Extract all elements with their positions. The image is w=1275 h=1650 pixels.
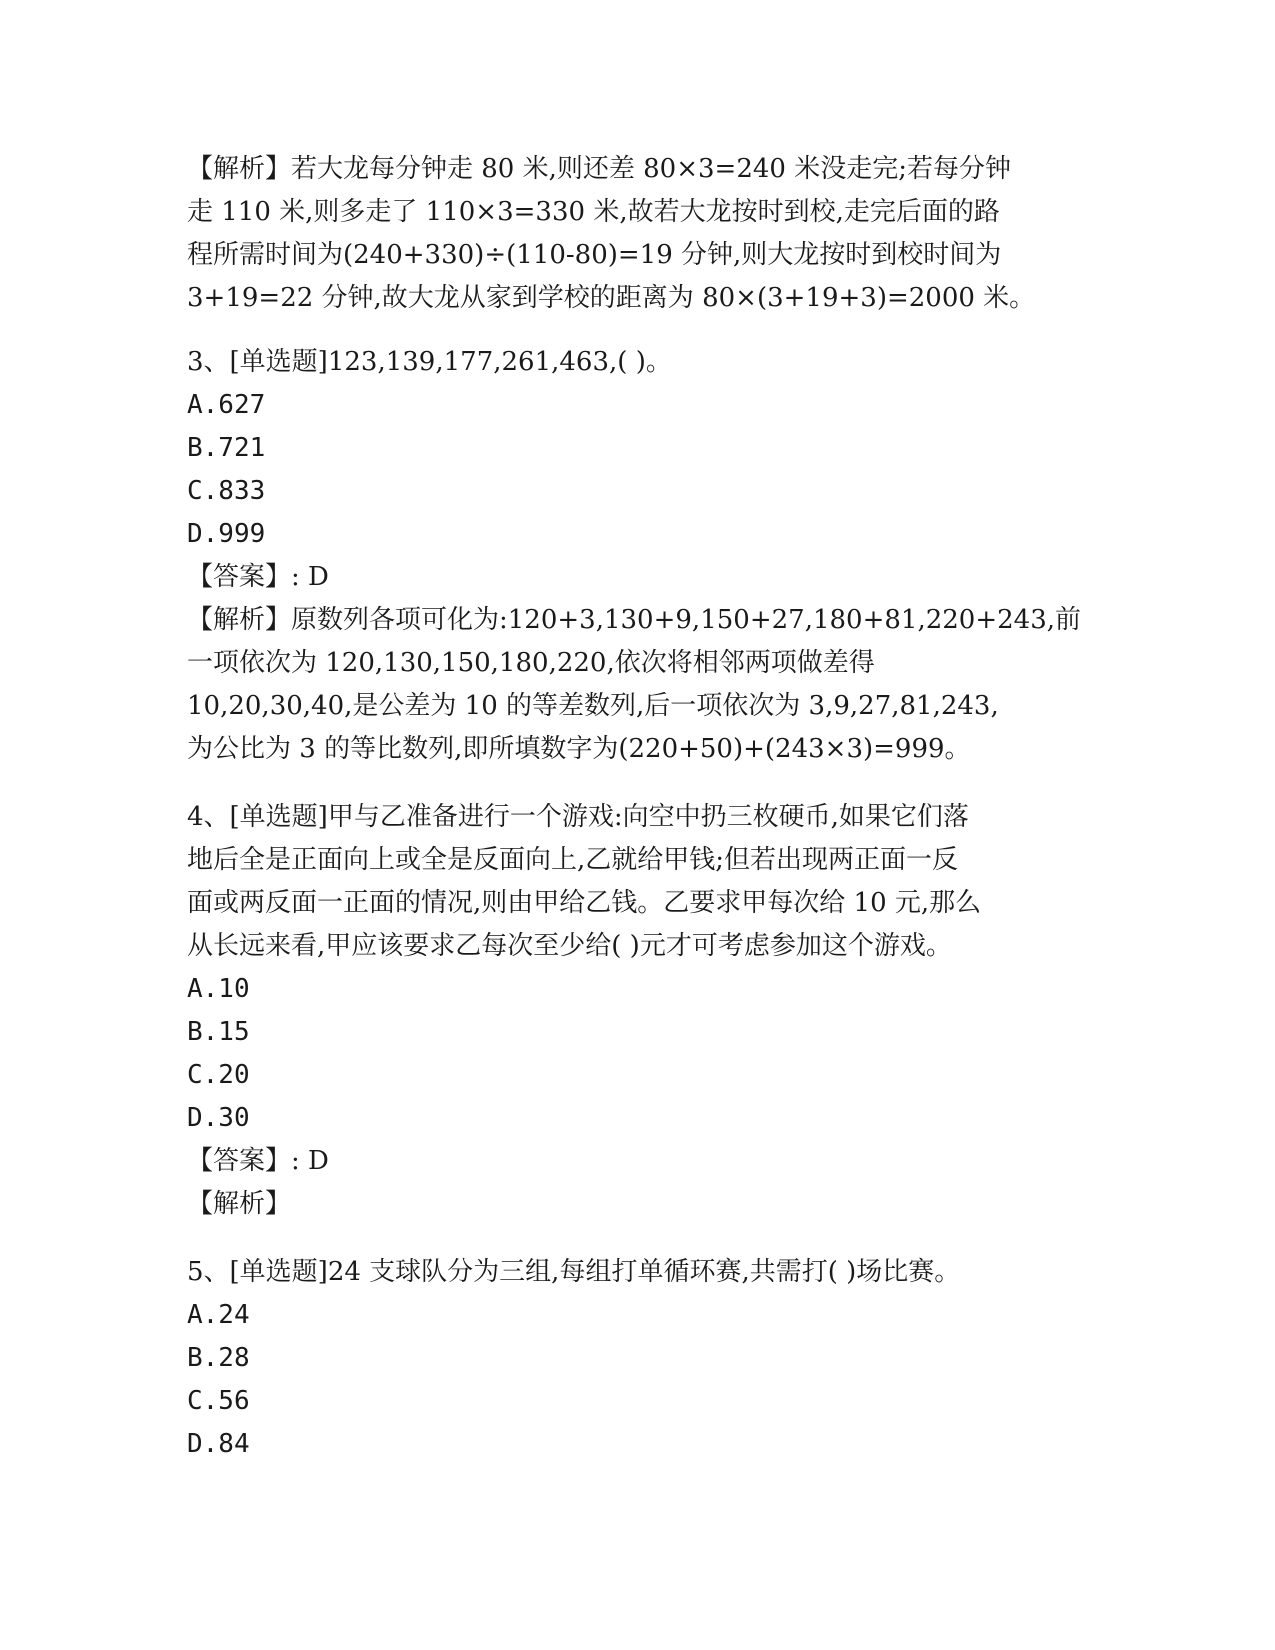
option-b: B.15 — [187, 1017, 250, 1047]
answer: 【答案】: D — [187, 562, 329, 592]
option-a: A.10 — [187, 974, 250, 1004]
analysis-line: 3+19=22 分钟,故大龙从家到学校的距离为 80×(3+19+3)=2000 米。 — [187, 283, 1036, 313]
question-5 — [187, 1251, 1087, 1466]
question-text: 5、[单选题]24 支球队分为三组,每组打单循环赛,共需打( )场比赛。 — [187, 1257, 961, 1287]
option-b: B.28 — [187, 1343, 250, 1373]
option-c: C.833 — [187, 476, 266, 506]
analysis-line: 为公比为 3 的等比数列,即所填数字为(220+50)+(243×3)=999。 — [187, 734, 971, 764]
previous-question-analysis — [187, 148, 1087, 320]
option-c: C.20 — [187, 1060, 250, 1090]
question-text: 从长远来看,甲应该要求乙每次至少给( )元才可考虑参加这个游戏。 — [187, 931, 952, 961]
question-3 — [187, 341, 1087, 771]
analysis-line: 走 110 米,则多走了 110×3=330 米,故若大龙按时到校,走完后面的路 — [187, 197, 1000, 227]
analysis-line: 一项依次为 120,130,150,180,220,依次将相邻两项做差得 — [187, 648, 875, 678]
option-d: D.30 — [187, 1103, 250, 1133]
question-4 — [187, 796, 1087, 1226]
option-d: D.84 — [187, 1429, 250, 1459]
question-text: 面或两反面一正面的情况,则由甲给乙钱。乙要求甲每次给 10 元,那么 — [187, 888, 982, 918]
analysis-line: 10,20,30,40,是公差为 10 的等差数列,后一项依次为 3,9,27,81,243, — [187, 691, 999, 721]
option-a: A.627 — [187, 390, 266, 420]
answer: 【答案】: D — [187, 1146, 329, 1176]
analysis-line: 程所需时间为(240+330)÷(110-80)=19 分钟,则大龙按时到校时间为 — [187, 240, 1002, 270]
question-text: 4、[单选题]甲与乙准备进行一个游戏:向空中扔三枚硬币,如果它们落 — [187, 802, 969, 832]
analysis-line: 【解析】原数列各项可化为:120+3,130+9,150+27,180+81,220+243,前 — [187, 605, 1082, 635]
question-text: 地后全是正面向上或全是反面向上,乙就给甲钱;但若出现两正面一反 — [187, 845, 959, 875]
option-b: B.721 — [187, 433, 266, 463]
option-a: A.24 — [187, 1300, 250, 1330]
analysis-line: 【解析】若大龙每分钟走 80 米,则还差 80×3=240 米没走完;若每分钟 — [187, 154, 1011, 184]
question-text: 3、[单选题]123,139,177,261,463,( )。 — [187, 347, 672, 377]
analysis-label: 【解析】 — [187, 1189, 292, 1219]
option-c: C.56 — [187, 1386, 250, 1416]
option-d: D.999 — [187, 519, 266, 549]
